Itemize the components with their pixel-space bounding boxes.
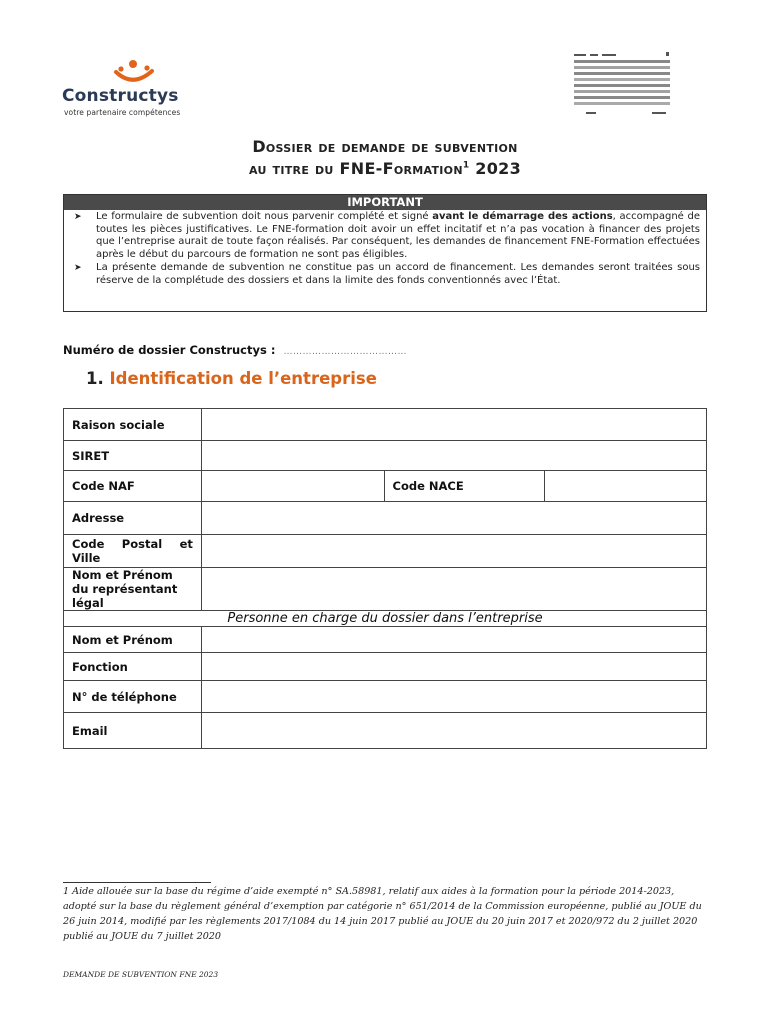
arrow-bullet-icon: ➤ — [74, 262, 82, 273]
dossier-number-label: Numéro de dossier Constructys : — [63, 343, 276, 357]
important-heading: IMPORTANT — [64, 195, 706, 210]
constructys-logo-icon — [112, 58, 156, 86]
raison-sociale-label: Raison sociale — [64, 409, 202, 441]
code-nace-field[interactable] — [545, 471, 707, 502]
page-footer: DEMANDE DE SUBVENTION FNE 2023 — [63, 970, 219, 979]
footnote-ref: 1 — [462, 160, 470, 171]
logo-tagline: votre partenaire compétences — [64, 108, 181, 117]
adresse-label: Adresse — [64, 502, 202, 535]
fonction-label: Fonction — [64, 653, 202, 681]
document-title-line2: au titre du FNE-Formation$^1$ 2023 — [248, 159, 522, 178]
nom-prenom-field[interactable] — [201, 627, 706, 653]
telephone-field[interactable] — [201, 681, 706, 713]
dossier-number-field[interactable]: ………………………………… — [283, 347, 407, 357]
important-item: ➤ Le formulaire de subvention doit nous parvenir complété et signé avant le démarrage des actions, accompagné de toutes les pièces justificatives. Le FNE-formation doit avoir un effet incitatif et n’a pas vocation à financer des projets que l’entreprise aurait de toute façon réalisés. Par conséquent, les demandes de financement FNE-Formation effectuées après le début du parcours de formation ne sont pas éligibles. — [74, 211, 700, 261]
nom-prenom-label: Nom et Prénom — [64, 627, 202, 653]
barcode-icon — [572, 52, 672, 116]
code-postal-label: Code Postal et Ville — [64, 535, 202, 568]
fonction-field[interactable] — [201, 653, 706, 681]
siret-label: SIRET — [64, 441, 202, 471]
code-naf-field[interactable] — [201, 471, 384, 502]
section-heading — [86, 369, 377, 388]
raison-sociale-field[interactable] — [201, 409, 706, 441]
code-postal-field[interactable] — [201, 535, 706, 568]
representant-label: Nom et Prénom du représentant légal — [64, 568, 202, 611]
important-box — [63, 194, 707, 312]
logo — [112, 58, 156, 86]
section-title: Identification de l’entreprise — [109, 369, 377, 388]
footnote: 1 Aide allouée sur la base du régime d’aide exempté n° SA.58981, relatif aux aides à la formation pour la période 2014-2023, adopté sur la base du règlement général d’exemption par catégorie n° 651/2014 de la Commission européenne, publié au JOUE du 26 juin 2014, modifié par les règlements 2017/1084 du 14 juin 2017 publié au JOUE du 20 juin 2017 et 2020/972 du 2 juillet 2020 publié au JOUE du 7 juillet 2020 — [63, 886, 702, 942]
adresse-field[interactable] — [201, 502, 706, 535]
code-nace-label: Code NACE — [384, 471, 545, 502]
contact-subheading: Personne en charge du dossier dans l’entreprise — [64, 611, 707, 627]
telephone-label: N° de téléphone — [64, 681, 202, 713]
logo-wordmark: Constructys — [62, 86, 179, 106]
important-list — [64, 210, 706, 287]
representant-field[interactable] — [201, 568, 706, 611]
siret-field[interactable] — [201, 441, 706, 471]
footnote-divider — [63, 882, 211, 883]
important-item: ➤ La présente demande de subvention ne constitue pas un accord de financement. Les demandes seront traitées sous réserve de la complétude des dossiers et dans la limite des fonds conventionnés avec l’État. — [74, 261, 700, 286]
identification-form — [63, 408, 707, 749]
document-title-line1: Dossier de demande de subvention — [252, 137, 518, 156]
code-naf-label: Code NAF — [64, 471, 202, 502]
email-label: Email — [64, 713, 202, 749]
section-number: 1. — [86, 369, 104, 388]
email-field[interactable] — [201, 713, 706, 749]
dossier-number — [63, 343, 407, 357]
arrow-bullet-icon: ➤ — [74, 212, 82, 222]
